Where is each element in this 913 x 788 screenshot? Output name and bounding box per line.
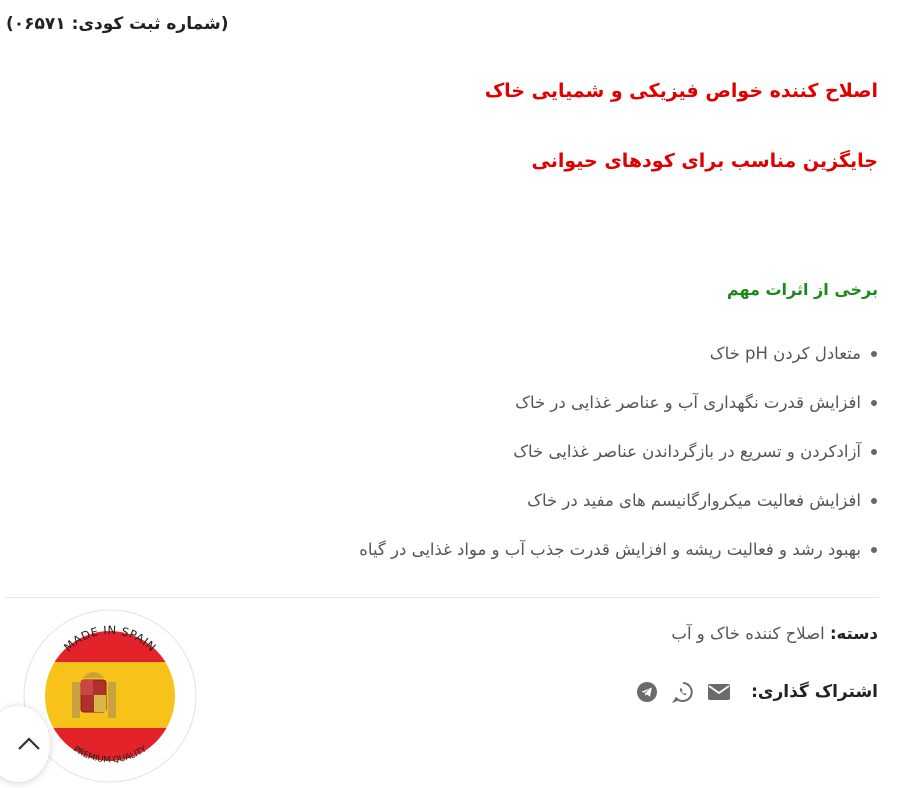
share-section xyxy=(635,680,878,704)
list-item: بهبود رشد و فعالیت ریشه و افزایش قدرت جذب آب و مواد غذایی در گیاه xyxy=(359,533,877,582)
list-item: افزایش قدرت نگهداری آب و عناصر غذایی در خاک xyxy=(359,386,877,435)
share-icons xyxy=(635,680,731,704)
category-label: دسته: xyxy=(829,624,878,643)
share-label: اشتراک گذاری: xyxy=(751,682,878,702)
feature-heading-soil-properties: اصلاح کننده خواص فیزیکی و شمیایی خاک xyxy=(484,80,878,102)
list-item: افزایش فعالیت میکروارگانیسم های مفید در خاک xyxy=(359,484,877,533)
email-icon[interactable] xyxy=(707,680,731,704)
feature-heading-manure-replacement: جایگزین مناسب برای کودهای حیوانی xyxy=(531,150,878,172)
effects-title: برخی از اثرات مهم xyxy=(726,280,878,299)
bullet-icon xyxy=(871,547,877,553)
divider xyxy=(6,597,879,598)
telegram-icon[interactable] xyxy=(635,680,659,704)
list-item: متعادل کردن pH خاک xyxy=(359,337,877,386)
whatsapp-icon[interactable] xyxy=(671,680,695,704)
badge-bottom-text: PREMIUM QUALITY xyxy=(71,744,149,766)
product-category xyxy=(671,624,878,643)
category-link[interactable]: اصلاح کننده خاک و آب xyxy=(671,624,825,643)
chevron-up-icon xyxy=(17,737,41,751)
registration-number: (شماره ثبت کودی: ۰۶۵۷۱) xyxy=(6,14,229,34)
badge-top-text: MADE IN SPAIN xyxy=(60,622,160,655)
bullet-icon xyxy=(871,498,877,504)
bullet-icon xyxy=(871,351,877,357)
bullet-icon xyxy=(871,400,877,406)
list-item: آزادکردن و تسریع در بازگرداندن عناصر غذایی خاک xyxy=(359,435,877,484)
bullet-icon xyxy=(871,449,877,455)
effects-list xyxy=(359,337,877,582)
